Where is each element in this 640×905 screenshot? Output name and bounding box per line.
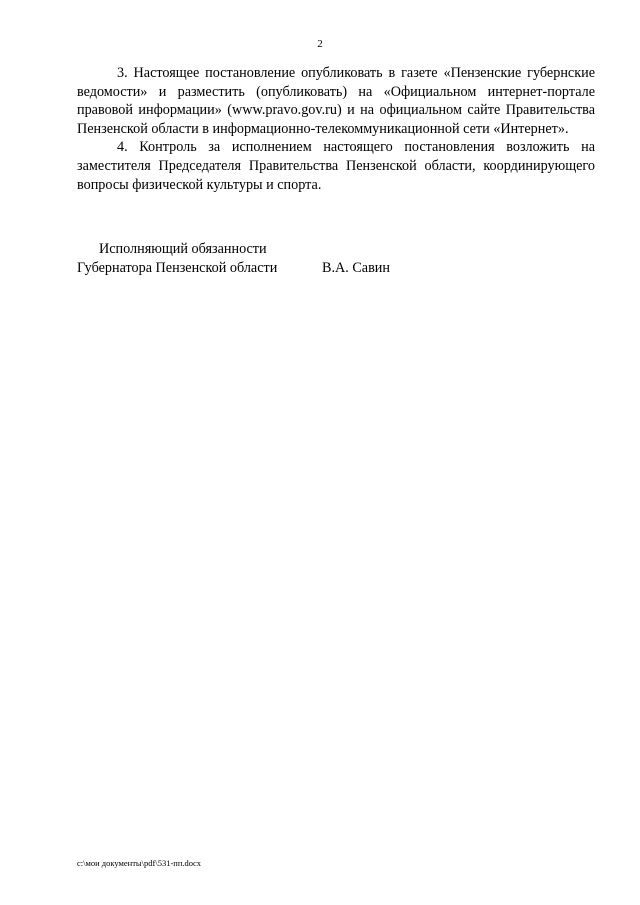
footer-file-path: c:\мои документы\pdf\531-пп.docx [77, 858, 202, 868]
page-number: 2 [317, 38, 323, 50]
signature-block [77, 240, 477, 278]
document-body [77, 64, 595, 194]
signature-row [77, 259, 477, 278]
signature-title-line-1: Исполняющий обязанности [99, 241, 267, 257]
paragraph-control: 4. Контроль за исполнением настоящего постановления возложить на заместителя Председателя Правительства Пензенской области, координирующего вопросы физической культуры и спорта. [77, 139, 595, 193]
signature-title-line-2: Губернатора Пензенской области [77, 260, 278, 276]
paragraph-publication: 3. Настоящее постановление опубликовать в газете «Пензенские губернские ведомости» и разместить (опубликовать) на «Официальном интернет-портале правовой информации» (www.pravo.gov.ru) и на официальном сайте Правительства Пензенской области в информационно-телекоммуникационной сети «Интернет». [77, 65, 595, 137]
signatory-name: В.А. Савин [322, 260, 390, 276]
